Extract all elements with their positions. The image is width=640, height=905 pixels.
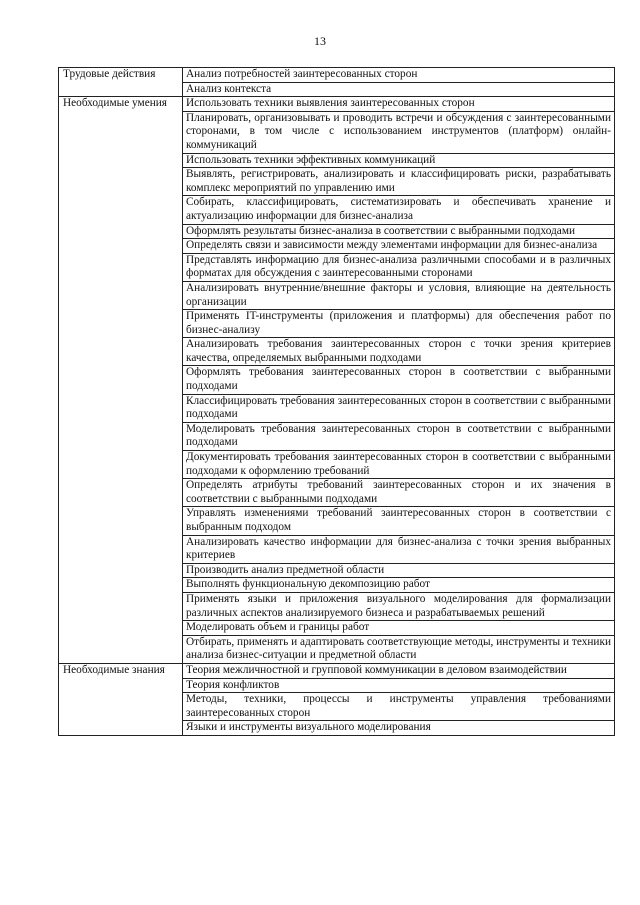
table-row bbox=[59, 68, 615, 83]
requirement-text: Управлять изменениями требований заинтересованных сторон в соответствии с выбранным подходом bbox=[183, 507, 615, 535]
requirement-text: Языки и инструменты визуального моделирования bbox=[183, 721, 615, 736]
section-label: Необходимые знания bbox=[59, 663, 183, 735]
table-body bbox=[59, 68, 615, 736]
requirement-text: Документировать требования заинтересованных сторон в соответствии с выбранными подходами к оформлению требований bbox=[183, 451, 615, 479]
professional-standard-table bbox=[58, 67, 615, 736]
requirement-text: Оформлять результаты бизнес-анализа в соответствии с выбранными подходами bbox=[183, 224, 615, 239]
requirement-text: Использовать техники выявления заинтересованных сторон bbox=[183, 97, 615, 112]
requirement-text: Использовать техники эффективных коммуникаций bbox=[183, 153, 615, 168]
requirement-text: Отбирать, применять и адаптировать соответствующие методы, инструменты и техники анализа бизнес-ситуации и предметной области bbox=[183, 635, 615, 663]
requirement-text: Моделировать объем и границы работ bbox=[183, 621, 615, 636]
requirement-text: Применять языки и приложения визуального моделирования для формализации различных аспектов анализируемого бизнеса и разрабатываемых решений bbox=[183, 592, 615, 620]
requirement-text: Оформлять требования заинтересованных сторон в соответствии с выбранными подходами bbox=[183, 366, 615, 394]
requirement-text: Моделировать требования заинтересованных сторон в соответствии с выбранными подходами bbox=[183, 422, 615, 450]
section-label: Трудовые действия bbox=[59, 68, 183, 97]
requirement-text: Выявлять, регистрировать, анализировать и классифицировать риски, разрабатывать комплекс мероприятий по управлению ими bbox=[183, 168, 615, 196]
requirement-text: Применять IT-инструменты (приложения и платформы) для обеспечения работ по бизнес-анализу bbox=[183, 310, 615, 338]
requirement-text: Производить анализ предметной области bbox=[183, 563, 615, 578]
requirement-text: Анализировать качество информации для бизнес-анализа с точки зрения выбранных критериев bbox=[183, 535, 615, 563]
requirement-text: Собирать, классифицировать, систематизировать и обеспечивать хранение и актуализацию информации для бизнес-анализа bbox=[183, 196, 615, 224]
requirement-text: Классифицировать требования заинтересованных сторон в соответствии с выбранными подходами bbox=[183, 394, 615, 422]
table-row bbox=[59, 97, 615, 112]
page-number: 13 bbox=[314, 34, 326, 48]
requirement-text: Теория межличностной и групповой коммуникации в деловом взаимодействии bbox=[183, 663, 615, 678]
requirement-text: Анализировать внутренние/внешние факторы и условия, влияющие на деятельность организации bbox=[183, 281, 615, 309]
requirement-text: Методы, техники, процессы и инструменты управления требованиями заинтересованных сторон bbox=[183, 693, 615, 721]
requirement-text: Определять атрибуты требований заинтересованных сторон и их значения в соответствии с выбранными подходами bbox=[183, 479, 615, 507]
requirement-text: Определять связи и зависимости между элементами информации для бизнес-анализа bbox=[183, 239, 615, 254]
requirement-text: Представлять информацию для бизнес-анализа различными способами и в различных форматах для обсуждения с заинтересованными сторонами bbox=[183, 253, 615, 281]
requirement-text: Анализ потребностей заинтересованных сторон bbox=[183, 68, 615, 83]
requirement-text: Планировать, организовывать и проводить встречи и обсуждения с заинтересованными сторонами, в том числе с использованием инструментов (платформ) онлайн-коммуникаций bbox=[183, 111, 615, 153]
table-row bbox=[59, 663, 615, 678]
section-label: Необходимые умения bbox=[59, 97, 183, 664]
requirement-text: Анализировать требования заинтересованных сторон с точки зрения критериев качества, определяемых выбранными подходами bbox=[183, 338, 615, 366]
requirement-text: Выполнять функциональную декомпозицию работ bbox=[183, 578, 615, 593]
requirement-text: Анализ контекста bbox=[183, 82, 615, 97]
requirement-text: Теория конфликтов bbox=[183, 678, 615, 693]
